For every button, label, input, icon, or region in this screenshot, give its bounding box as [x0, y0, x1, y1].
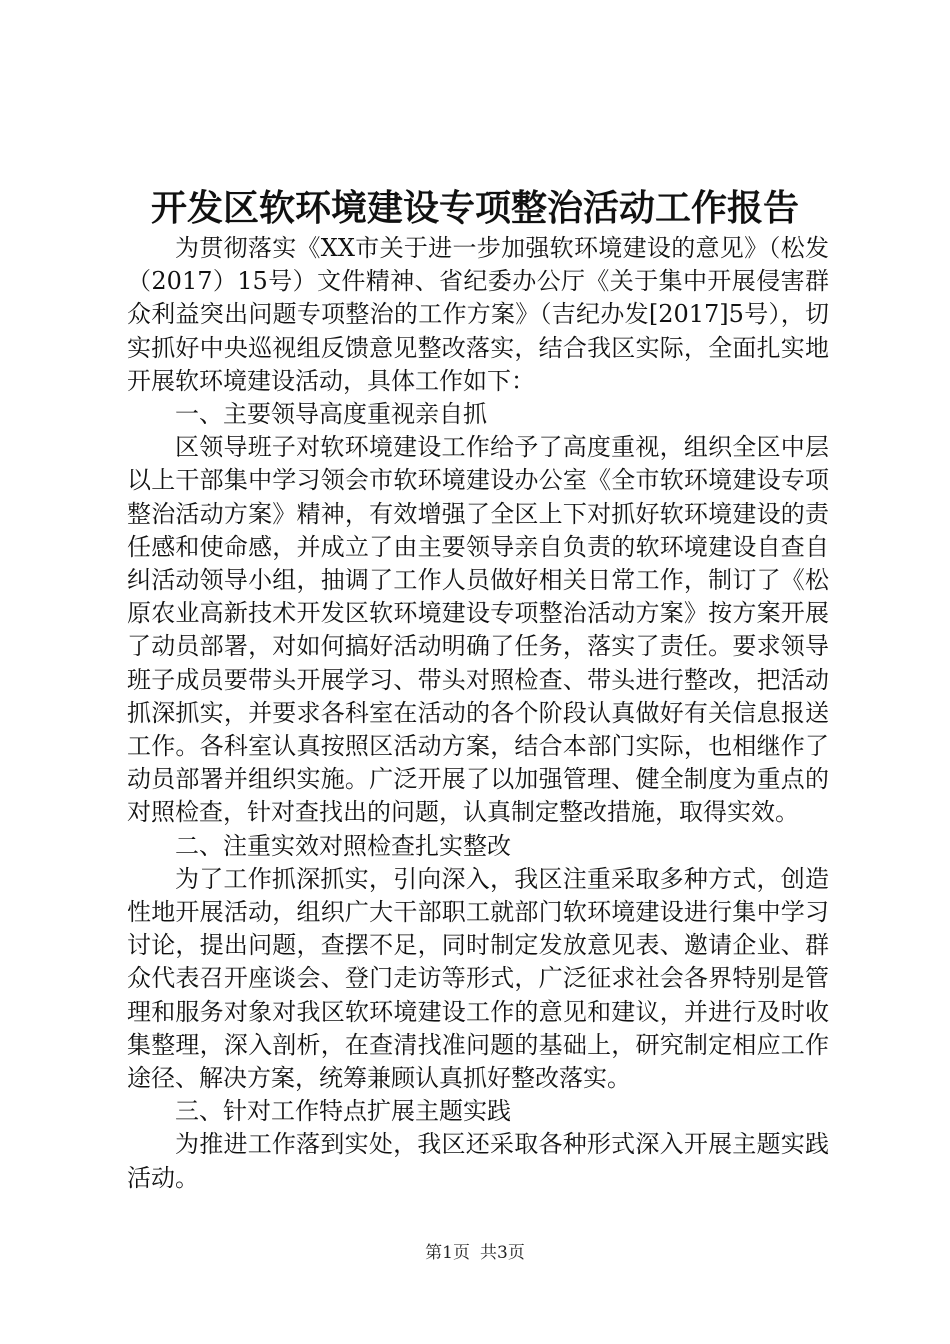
section-paragraph-2: 为了工作抓深抓实，引向深入，我区注重采取多种方式，创造性地开展活动，组织广大干部职工就部门软环境建设进行集中学习讨论，提出问题，查摆不足，同时制定发放意见表、邀请企业、群众代表召开座谈会、登门走访等形式，广泛征求社会各界特别是管理和服务对象对我区软环境建设工作的意见和建议，并进行及时收集整理，深入剖析，在查清找准问题的基础上，研究制定相应工作途径、解决方案，统筹兼顾认真抓好整改落实。 [127, 864, 829, 1093]
section-heading-1: 一、主要领导高度重视亲自抓 [175, 400, 487, 429]
page-number-current: 第1页 [425, 1243, 470, 1263]
document-title: 开发区软环境建设专项整治活动工作报告 [150, 187, 799, 229]
intro-paragraph: 为贯彻落实《XX市关于进一步加强软环境建设的意见》（松发（2017）15号）文件精神、省纪委办公厅《关于集中开展侵害群众利益突出问题专项整治的工作方案》（吉纪办发[2017]5号），切实抓好中央巡视组反馈意见整改落实，结合我区实际，全面扎实地开展软环境建设活动，具体工作如下： [127, 234, 829, 395]
section-heading-2: 二、注重实效对照检查扎实整改 [175, 831, 511, 860]
section-heading-3: 三、针对工作特点扩展主题实践 [175, 1097, 511, 1126]
page-number-total: 共3页 [480, 1243, 525, 1263]
document-body [127, 232, 829, 1195]
section-paragraph-1: 区领导班子对软环境建设工作给予了高度重视，组织全区中层以上干部集中学习领会市软环境建设办公室《全市软环境建设专项整治活动方案》精神，有效增强了全区上下对抓好软环境建设的责任感和使命感，并成立了由主要领导亲自负责的软环境建设自查自纠活动领导小组，抽调了工作人员做好相关日常工作，制订了《松原农业高新技术开发区软环境建设专项整治活动方案》按方案开展了动员部署，对如何搞好活动明确了任务，落实了责任。要求领导班子成员要带头开展学习、带头对照检查、带头进行整改，把活动抓深抓实，并要求各科室在活动的各个阶段认真做好有关信息报送工作。各科室认真按照区活动方案，结合本部门实际，也相继作了动员部署并组织实施。广泛开展了以加强管理、健全制度为重点的对照检查，针对查找出的问题，认真制定整改措施，取得实效。 [127, 433, 829, 827]
page-footer [0, 1242, 950, 1264]
section-paragraph-3: 为推进工作落到实处，我区还采取各种形式深入开展主题实践活动。 [127, 1130, 829, 1192]
